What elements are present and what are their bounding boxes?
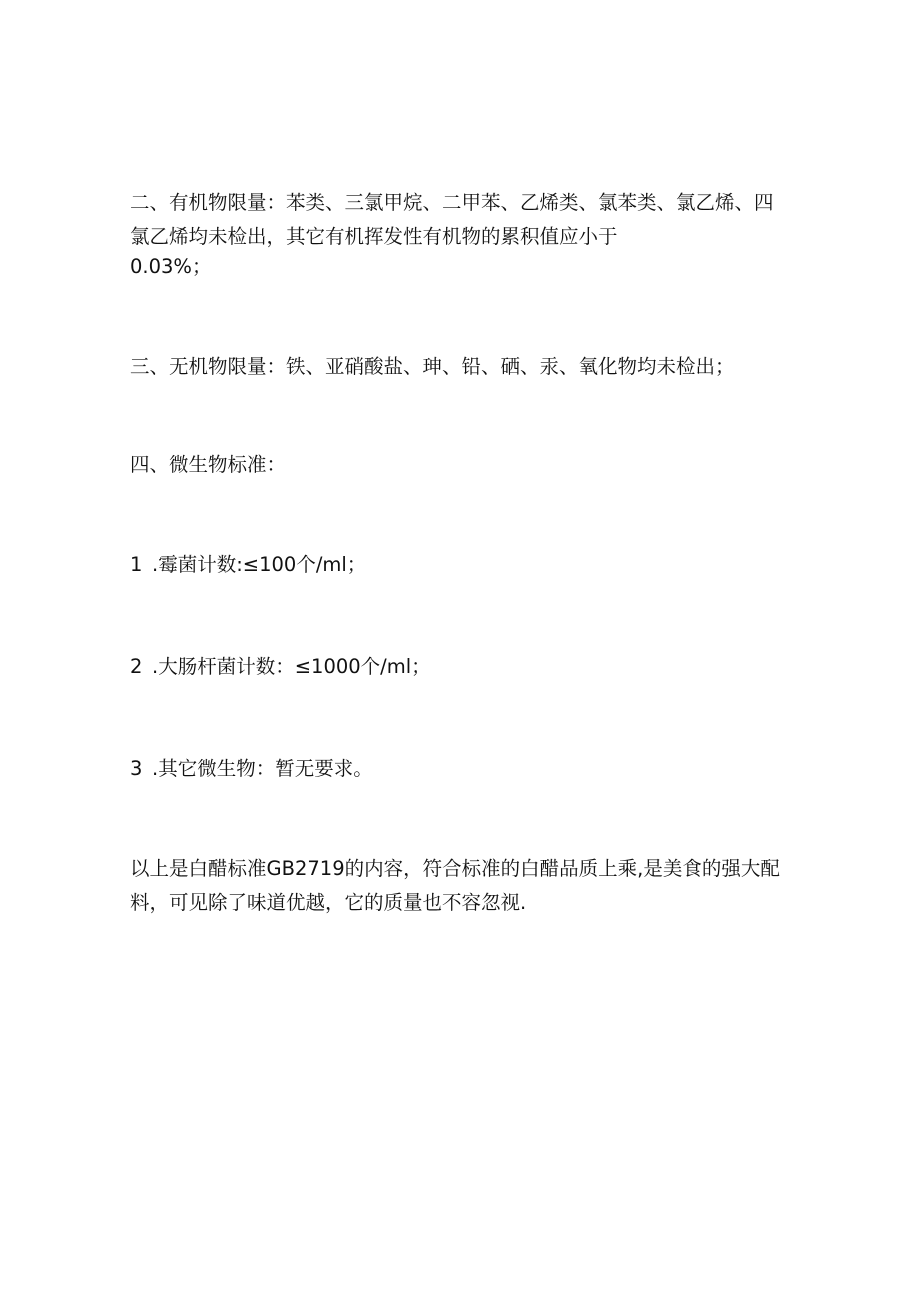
- section-inorganic-limits: [130, 350, 810, 384]
- list-item-text: .大肠杆菌计数：≤1000个/ml；: [152, 655, 431, 678]
- list-item: [130, 650, 810, 684]
- summary-paragraph: [130, 852, 810, 920]
- section-organic-limits-line-2: 氯乙烯均未检出，其它有机挥发性有机物的累积值应小于: [130, 225, 618, 248]
- list-item-number: 1: [130, 553, 143, 576]
- section-organic-limits-line-3: 0.03%；: [130, 255, 212, 278]
- list-item-text: .其它微生物：暂无要求。: [152, 757, 373, 780]
- list-item-number: 3: [130, 757, 143, 780]
- summary-line-2: 料，可见除了味道优越，它的质量也不容忽视.: [130, 891, 527, 914]
- list-item: [130, 752, 810, 786]
- section-organic-limits: [130, 186, 810, 280]
- list-item-text: .霉菌计数:≤100个/ml；: [152, 553, 367, 576]
- summary-line-1: 以上是白醋标准GB2719的内容，符合标准的白醋品质上乘,是美食的强大配: [130, 857, 780, 880]
- list-item-number: 2: [130, 655, 143, 678]
- section-microbial-standard-heading: 四、微生物标准：: [130, 453, 287, 476]
- list-item: [130, 548, 810, 582]
- section-organic-limits-line-1: 二、有机物限量：苯类、三氯甲烷、二甲苯、乙烯类、氯苯类、氯乙烯、四: [130, 191, 774, 214]
- section-microbial-standard: [130, 448, 810, 482]
- section-inorganic-limits-text: 三、无机物限量：铁、亚硝酸盐、珅、铅、硒、汞、氧化物均未检出；: [130, 355, 735, 378]
